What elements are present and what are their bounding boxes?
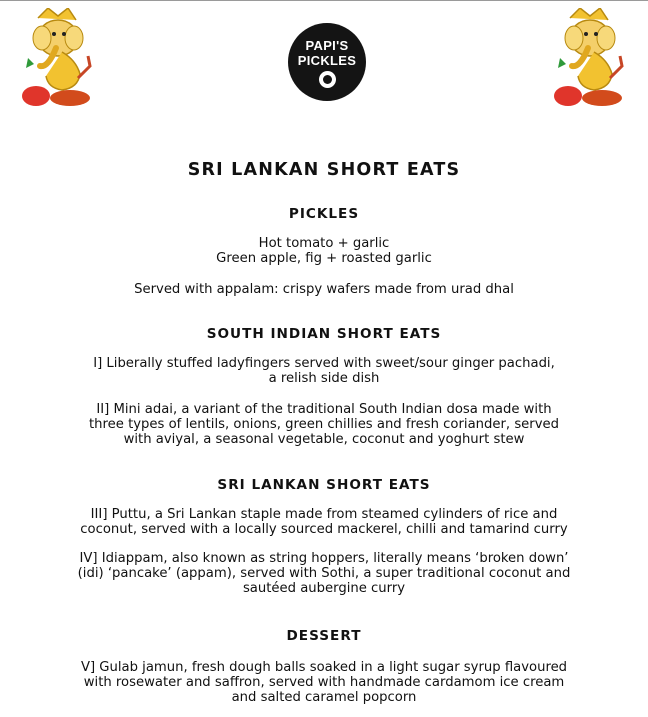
papis-pickles-logo xyxy=(288,23,366,101)
menu-item-3 xyxy=(0,507,648,537)
menu-item-5-line: V] Gulab jamun, fresh dough balls soaked in a light sugar syrup flavoured xyxy=(80,660,568,675)
heading-pickles: PICKLES xyxy=(288,206,360,222)
logo-emblem-icon xyxy=(319,71,336,88)
menu-item-2-line: with aviyal, a seasonal vegetable, coconut and yoghurt stew xyxy=(123,432,525,447)
menu-item-1-line: a relish side dish xyxy=(268,371,380,386)
top-border xyxy=(0,0,648,1)
menu-item-3-line: coconut, served with a locally sourced mackerel, chilli and tamarind curry xyxy=(80,522,568,537)
menu-item-5-line: and salted caramel popcorn xyxy=(231,690,417,705)
menu-item-5-line: with rosewater and saffron, served with handmade cardamom ice cream xyxy=(83,675,565,690)
menu-item-3-line: III] Puttu, a Sri Lankan staple made from steamed cylinders of rice and xyxy=(90,507,558,522)
menu-item-4-line: IV] Idiappam, also known as string hoppers, literally means ‘broken down’ xyxy=(79,551,569,566)
menu-item-5 xyxy=(0,660,648,705)
menu-item-1 xyxy=(0,356,648,386)
menu-item-4 xyxy=(0,551,648,596)
menu-title: SRI LANKAN SHORT EATS xyxy=(187,160,461,180)
ganesha-illustration-right xyxy=(550,8,630,108)
logo-text-line1: PAPI'S xyxy=(305,38,349,53)
pickle-item: Green apple, fig + roasted garlic xyxy=(216,251,432,266)
pickle-item: Hot tomato + garlic xyxy=(258,236,390,251)
heading-dessert: DESSERT xyxy=(286,628,362,644)
logo-text-line2: PICKLES xyxy=(297,53,357,68)
menu-item-2-line: three types of lentils, onions, green chillies and fresh coriander, served xyxy=(88,417,560,432)
heading-south-indian: SOUTH INDIAN SHORT EATS xyxy=(206,326,442,342)
menu-item-2 xyxy=(0,402,648,447)
menu-item-4-line: sautéed aubergine curry xyxy=(242,581,406,596)
pickles-served-note: Served with appalam: crispy wafers made from urad dhal xyxy=(134,282,514,297)
ganesha-illustration-left xyxy=(18,8,98,108)
menu-item-2-line: II] Mini adai, a variant of the traditional South Indian dosa made with xyxy=(96,402,552,417)
menu-item-1-line: I] Liberally stuffed ladyfingers served with sweet/sour ginger pachadi, xyxy=(93,356,555,371)
heading-sri-lankan: SRI LANKAN SHORT EATS xyxy=(217,477,431,493)
menu-item-4-line: (idi) ‘pancake’ (appam), served with Sothi, a super traditional coconut and xyxy=(77,566,571,581)
pickles-list xyxy=(0,236,648,266)
